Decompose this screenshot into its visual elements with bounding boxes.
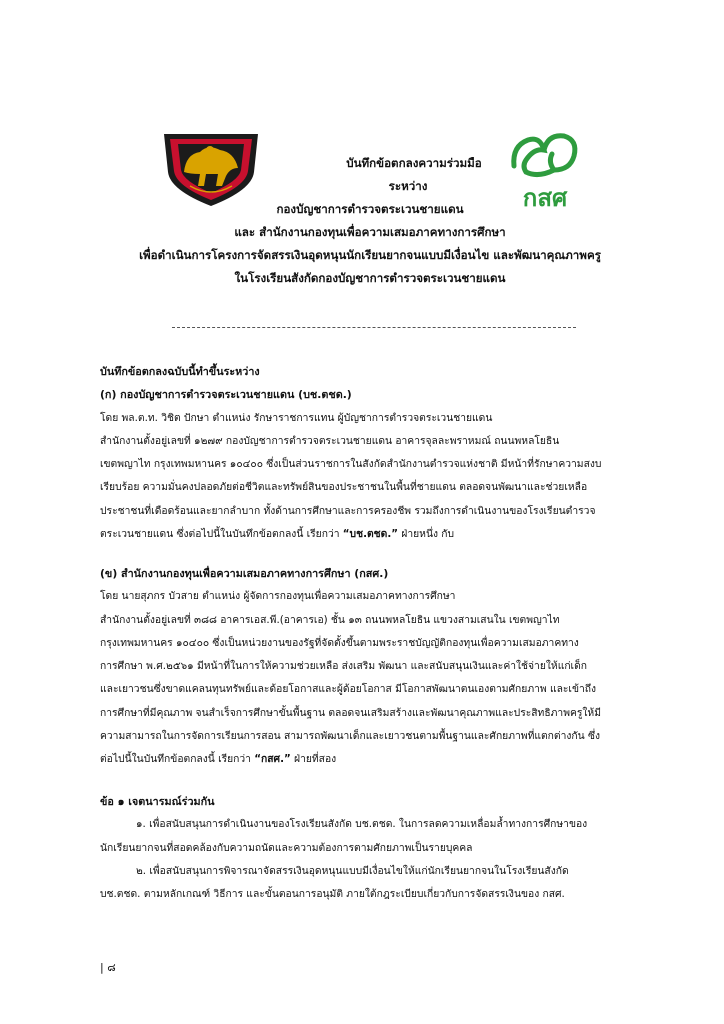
party-b-last-text: ต่อไปนี้ในบันทึกข้อตกลงนี้ เรียกว่า (100, 753, 255, 766)
title-line-4: และ สำนักงานกองทุนเพื่อความเสมอภาคทางการศึกษา (234, 225, 506, 239)
party-b-line-4: การศึกษา พ.ศ.๒๕๖๑ มีหน้าที่ในการให้ความช่วยเหลือ ส่งเสริม พัฒนา และสนับสนุนเงินและค่าใช้จ่ายให้แก่เด็ก (100, 660, 587, 673)
title-divider (172, 327, 576, 328)
intro-text: บันทึกข้อตกลงฉบับนี้ทำขึ้นระหว่าง (100, 365, 260, 378)
party-a-section (100, 360, 648, 546)
party-a-line-3: เขตพญาไท กรุงเทพมหานคร ๑๐๔๐๐ ซึ่งเป็นส่วนราชการในสังกัดสำนักงานตำรวจแห่งชาติ มีหน้าที่รักษาความสงบ (100, 458, 602, 471)
party-b-line-3: กรุงเทพมหานคร ๑๐๔๐๐ ซึ่งเป็นหน่วยงานของรัฐที่จัดตั้งขึ้นตามพระราชบัญญัติกองทุนเพื่อความเสมอภาคทาง (100, 636, 579, 649)
party-b-line-1: โดย นายสุภกร บัวสาย ตำแหน่ง ผู้จัดการกองทุนเพื่อความเสมอภาคทางการศึกษา (100, 590, 456, 603)
title-line-1: บันทึกข้อตกลงความร่วมมือ (346, 156, 482, 170)
article-1-item-1-cont: นักเรียนยากจนที่สอดคล้องกับความถนัดและความต้องการตามศักยภาพเป็นรายบุคคล (100, 841, 473, 854)
party-a-heading: (ก) กองบัญชาการตำรวจตระเวนชายแดน (บช.ตชด.) (100, 388, 352, 402)
party-b-line-6: การศึกษาที่มีคุณภาพ จนสำเร็จการศึกษาขั้นพื้นฐาน ตลอดจนเสริมสร้างและพัฒนาคุณภาพและประสิทธิภาพครูให้มี (100, 706, 602, 719)
title-line-3: กองบัญชาการตำรวจตระเวนชายแดน (276, 202, 464, 216)
party-a-last-suffix: ฝ่ายหนึ่ง กับ (398, 528, 455, 541)
article-1-heading: ข้อ ๑ เจตนารมณ์ร่วมกัน (100, 795, 215, 808)
party-a-line-5: ประชาชนที่เดือดร้อนและยากลำบาก ทั้งด้านการศึกษาและการครองชีพ รวมถึงการดำเนินงานของโรงเรียนตำรวจ (100, 504, 596, 517)
party-b-line-7: ความสามารถในการจัดการเรียนการสอน สามารถพัฒนาเด็กและเยาวชนตามพื้นฐานและศักยภาพที่แตกต่างกัน ซึ่ง (100, 730, 600, 743)
article-1-section (100, 790, 648, 906)
title-line-6: ในโรงเรียนสังกัดกองบัญชาการตำรวจตระเวนชายแดน (234, 271, 506, 285)
article-1-item-2-cont: บช.ตชด. ตามหลักเกณฑ์ วิธีการ และขั้นตอนการอนุมัติ ภายใต้กฎระเบียบเกี่ยวกับการจัดสรรเงินของ กสศ. (100, 888, 565, 901)
party-b-line-8 (100, 748, 648, 771)
title-line-5: เพื่อดำเนินการโครงการจัดสรรเงินอุดหนุนนักเรียนยากจนแบบมีเงื่อนไข และพัฒนาคุณภาพครู (139, 248, 601, 262)
party-a-line-4: เรียบร้อย ความมั่นคงปลอดภัยต่อชีวิตและทรัพย์สินของประชาชนในพื้นที่ชายแดน ตลอดจนพัฒนาและช่วยเหลือ (100, 481, 588, 494)
party-b-last-suffix: ฝ่ายที่สอง (290, 753, 337, 766)
party-b-line-5: และเยาวชนซึ่งขาดแคลนทุนทรัพย์และด้อยโอกาสและผู้ด้อยโอกาส มีโอกาสพัฒนาตนเองตามศักยภาพ และเข้าถึง (100, 683, 597, 696)
page-number: | ๘ (100, 961, 116, 974)
party-a-line-6 (100, 523, 648, 546)
party-a-line-2: สำนักงานตั้งอยู่เลขที่ ๑๒๗๙ กองบัญชาการตำรวจตระเวนชายแดน อาคารจุลละพราหมณ์ ถนนพหลโยธิน (100, 434, 560, 447)
party-b-section (100, 562, 648, 772)
party-a-line-1: โดย พล.ต.ท. วิชิต ปักษา ตำแหน่ง รักษาราชการแทน ผู้บัญชาการตำรวจตระเวนชายแดน (100, 411, 493, 424)
party-a-alias: “บช.ตชด.” (342, 528, 399, 541)
party-b-line-2: สำนักงานตั้งอยู่เลขที่ ๓๘๘ อาคารเอส.พี.(อาคารเอ) ชั้น ๑๓ ถนนพหลโยธิน แขวงสามเสนใน เขตพญาไท (100, 613, 560, 626)
title-line-2: ระหว่าง (388, 179, 428, 193)
article-1-item-2: ๒. เพื่อสนับสนุนการพิจารณาจัดสรรเงินอุดหนุนแบบมีเงื่อนไขให้แก่นักเรียนยากจนในโรงเรียนสังกัด (136, 864, 569, 877)
party-a-last-text: ตระเวนชายแดน ซึ่งต่อไปนี้ในบันทึกข้อตกลงนี้ เรียกว่า (100, 528, 343, 541)
party-b-alias: “กสศ.” (254, 753, 291, 766)
article-1-item-1: ๑. เพื่อสนับสนุนการดำเนินงานของโรงเรียนสังกัด บช.ตชด. ในการลดความเหลื่อมล้ำทางการศึกษาของ (136, 818, 588, 831)
party-b-heading: (ข) สำนักงานกองทุนเพื่อความเสมอภาคทางการศึกษา (กสศ.) (100, 567, 389, 580)
eef-logo-text: กสศ (522, 184, 568, 210)
title-block (90, 152, 650, 290)
